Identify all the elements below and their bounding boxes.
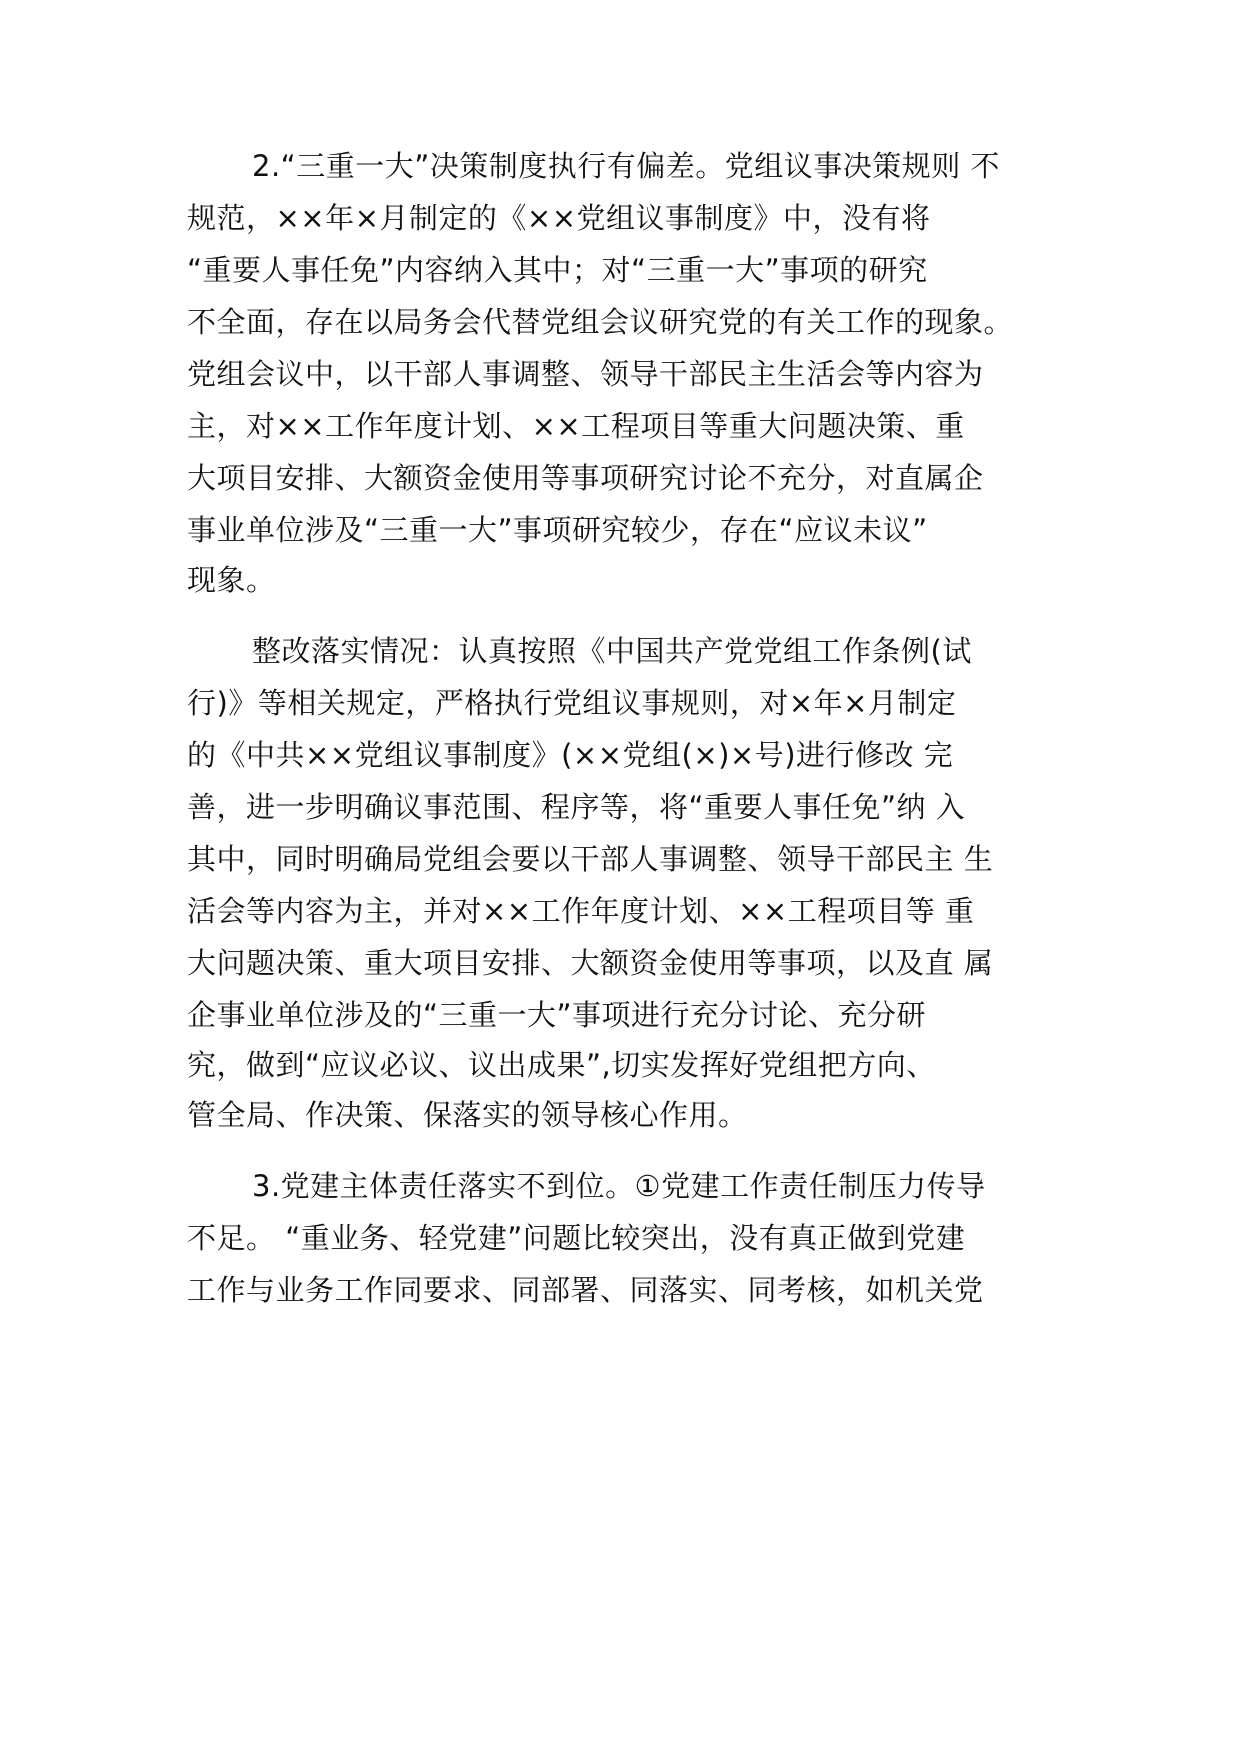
paragraph-1-line-4: 不全面，存在以局务会代替党组会议研究党的有关工作的现象。 (187, 305, 1014, 339)
paragraph-2-line-7: 大问题决策、重大项目安排、大额资金使用等事项，以及直 属 (187, 946, 994, 980)
paragraph-1-line-3: “重要人事任免”内容纳入其中；对“三重一大”事项的研究 (187, 253, 928, 287)
paragraph-3-line-1: 3.党建主体责任落实不到位。①党建工作责任制压力传导 (252, 1169, 986, 1203)
paragraph-1-line-1: 2.“三重一大”决策制度执行有偏差。党组议事决策规则 不 (252, 149, 1000, 183)
paragraph-2-line-3: 的《中共××党组议事制度》(××党组(×)×号)进行修改 完 (187, 738, 954, 772)
paragraph-1-line-5: 党组会议中，以干部人事调整、领导干部民主生活会等内容为 (187, 357, 984, 391)
paragraph-1-line-7: 大项目安排、大额资金使用等事项研究讨论不充分，对直属企 (187, 461, 984, 495)
paragraph-2-line-10: 管全局、作决策、保落实的领导核心作用。 (187, 1098, 748, 1132)
paragraph-2-line-6: 活会等内容为主，并对××工作年度计划、××工程项目等 重 (187, 894, 975, 928)
paragraph-1-line-8: 事业单位涉及“三重一大”事项研究较少，存在“应议未议” (187, 513, 928, 547)
paragraph-2-line-9: 究，做到“应议必议、议出成果”,切实发挥好党组把方向、 (187, 1048, 936, 1082)
paragraph-2-line-5: 其中，同时明确局党组会要以干部人事调整、领导干部民主 生 (187, 842, 994, 876)
paragraph-1-line-2: 规范，××年×月制定的《××党组议事制度》中，没有将 (187, 201, 931, 235)
paragraph-1-line-9: 现象。 (187, 563, 276, 597)
paragraph-3-line-3: 工作与业务工作同要求、同部署、同落实、同考核，如机关党 (187, 1273, 984, 1307)
paragraph-2-line-4: 善，进一步明确议事范围、程序等，将“重要人事任免”纳 入 (187, 790, 966, 824)
paragraph-2-line-1: 整改落实情况：认真按照《中国共产党党组工作条例(试 (252, 634, 972, 668)
paragraph-2-line-8: 企事业单位涉及的“三重一大”事项进行充分讨论、充分研 (187, 998, 927, 1032)
paragraph-3-line-2: 不足。 “重业务、轻党建”问题比较突出，没有真正做到党建 (187, 1221, 966, 1255)
paragraph-1-line-6: 主，对××工作年度计划、××工程项目等重大问题决策、重 (187, 409, 965, 443)
paragraph-2-line-2: 行)》等相关规定，严格执行党组议事规则，对×年×月制定 (187, 686, 957, 720)
